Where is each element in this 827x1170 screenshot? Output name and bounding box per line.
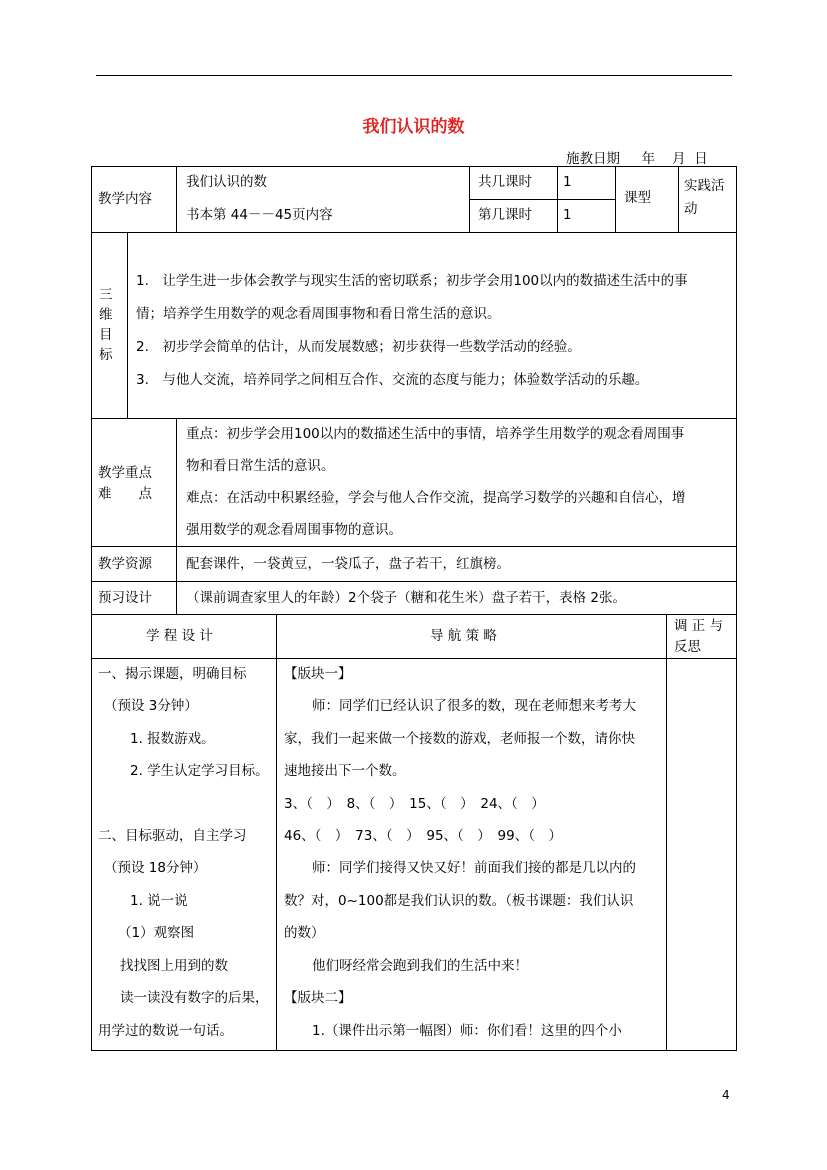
teaching-content-label: 教学内容 — [98, 191, 152, 207]
process-line-7: （预设 18分钟） — [104, 860, 207, 876]
row1-divider-a — [176, 166, 177, 232]
process-line-2: （预设 3分钟） — [104, 698, 198, 714]
keypoints-line-2: 物和看日常生活的意识。 — [186, 458, 335, 474]
keypoints-line-3: 难点：在活动中积累经验，学会与他人合作交流，提高学习数学的兴趣和自信心，增 — [186, 490, 686, 506]
strategy-line-9: 的数） — [284, 925, 325, 941]
strategy-line-12: 1.（课件出示第一幅图）师：你们看！这里的四个小 — [312, 1023, 622, 1039]
process-line-11: 读一读没有数字的后果， — [120, 990, 269, 1006]
preview-bottom-line — [91, 614, 737, 615]
process-line-10: 找找图上用到的数 — [120, 958, 228, 974]
total-periods-label: 共几课时 — [478, 174, 532, 190]
keypoints-line-1: 重点：初步学会用100以内的数描述生活中的事情，培养学生用数学的观念看周围事 — [186, 426, 685, 442]
keypoints-line-4: 强用数学的观念看周围事物的意识。 — [186, 522, 402, 538]
process-line-9: （1）观察图 — [118, 925, 195, 941]
process-line-1: 一、揭示课题，明确目标 — [98, 666, 247, 682]
resources-bottom-line — [91, 581, 737, 582]
goals-label-char-2: 维 — [99, 307, 113, 323]
keypoints-bottom-line — [91, 546, 737, 547]
column-header-process: 学 程 设 计 — [146, 628, 213, 644]
resources-label: 教学资源 — [98, 556, 152, 572]
preview-divider — [176, 581, 177, 614]
goals-line-1: 1. 让学生进一步体会教学与现实生活的密切联系；初步学会用100以内的数描述生活中的事 — [136, 273, 688, 289]
total-periods-value: 1 — [563, 174, 572, 190]
strategy-line-2: 师：同学们已经认识了很多的数，现在老师想来考考大 — [312, 698, 636, 714]
goals-line-4: 3. 与他人交流，培养同学之间相互合作、交流的态度与能力；体验数学活动的乐趣。 — [136, 372, 649, 388]
period-number-value: 1 — [563, 207, 572, 223]
strategy-line-6: 46、（ ） 73、（ ） 95、（ ） 99、（ ） — [284, 828, 562, 844]
column-header-strategy: 导 航 策 略 — [430, 628, 497, 644]
process-line-3: 1. 报数游戏。 — [130, 731, 215, 747]
keypoints-divider — [176, 418, 177, 546]
column-header-reflection-1: 调 正 与 — [674, 618, 724, 634]
process-col-divider-a — [276, 614, 277, 1051]
process-line-6: 二、目标驱动，自主学习 — [98, 828, 247, 844]
keypoints-label-1: 教学重点 — [98, 465, 152, 481]
strategy-line-4: 速地接出下一个数。 — [284, 763, 406, 779]
preview-label: 预习设计 — [98, 590, 152, 606]
teaching-date-line: 施教日期 年 月 日 — [566, 151, 708, 167]
process-col-divider-b — [666, 614, 667, 1051]
header-bottom-line — [91, 658, 737, 659]
column-header-reflection-2: 反思 — [674, 639, 701, 655]
lesson-table — [91, 166, 737, 1051]
keypoints-label-2: 难 点 — [98, 486, 152, 502]
header-rule — [96, 75, 732, 76]
preview-value: （课前调查家里人的年龄）2个袋子（糖和花生米）盘子若干，表格 2张。 — [186, 590, 626, 606]
resources-value: 配套课件，一袋黄豆，一袋瓜子，盘子若干，红旗榜。 — [186, 556, 510, 572]
goals-label-char-1: 三 — [99, 287, 113, 303]
lesson-type-value-1: 实践活 — [684, 178, 725, 194]
strategy-line-10: 他们呀经常会跑到我们的生活中来！ — [312, 958, 528, 974]
goals-label-char-3: 目 — [99, 327, 113, 343]
period-number-label: 第几课时 — [478, 207, 532, 223]
goals-label-char-4: 标 — [99, 347, 113, 363]
row1-bottom-line — [91, 232, 737, 233]
resources-divider — [176, 546, 177, 581]
row1-divider-e — [678, 166, 679, 232]
row1-inner-line — [469, 199, 615, 200]
teaching-content-line1: 我们认识的数 — [186, 174, 267, 190]
process-line-12: 用学过的数说一句话。 — [98, 1023, 233, 1039]
goals-line-2: 情；培养学生用数学的观念看周围事物和看日常生活的意识。 — [136, 306, 501, 322]
goals-line-3: 2. 初步学会简单的估计，从而发展数感；初步获得一些数学活动的经验。 — [136, 339, 581, 355]
lesson-type-value-2: 动 — [684, 201, 698, 217]
strategy-line-7: 师：同学们接得又快又好！前面我们接的都是几以内的 — [312, 860, 636, 876]
strategy-line-11: 【版块二】 — [284, 990, 352, 1006]
page-number: 4 — [722, 1088, 730, 1102]
page-title: 我们认识的数 — [362, 117, 465, 137]
strategy-line-3: 家，我们一起来做一个接数的游戏，老师报一个数，请你快 — [284, 731, 635, 747]
process-line-8: 1. 说一说 — [130, 893, 188, 909]
lesson-type-label: 课型 — [624, 190, 651, 206]
goals-bottom-line — [91, 418, 737, 419]
process-line-4: 2. 学生认定学习目标。 — [130, 763, 269, 779]
strategy-line-5: 3、（ ） 8、（ ） 15、（ ） 24、（ ） — [284, 796, 545, 812]
strategy-line-8: 数？对，0~100都是我们认识的数。（板书课题：我们认识 — [284, 893, 634, 909]
goals-divider — [127, 232, 128, 418]
teaching-content-line2: 书本第 44－－45页内容 — [186, 207, 333, 223]
row1-divider-d — [615, 166, 616, 232]
strategy-line-1: 【版块一】 — [284, 666, 352, 682]
